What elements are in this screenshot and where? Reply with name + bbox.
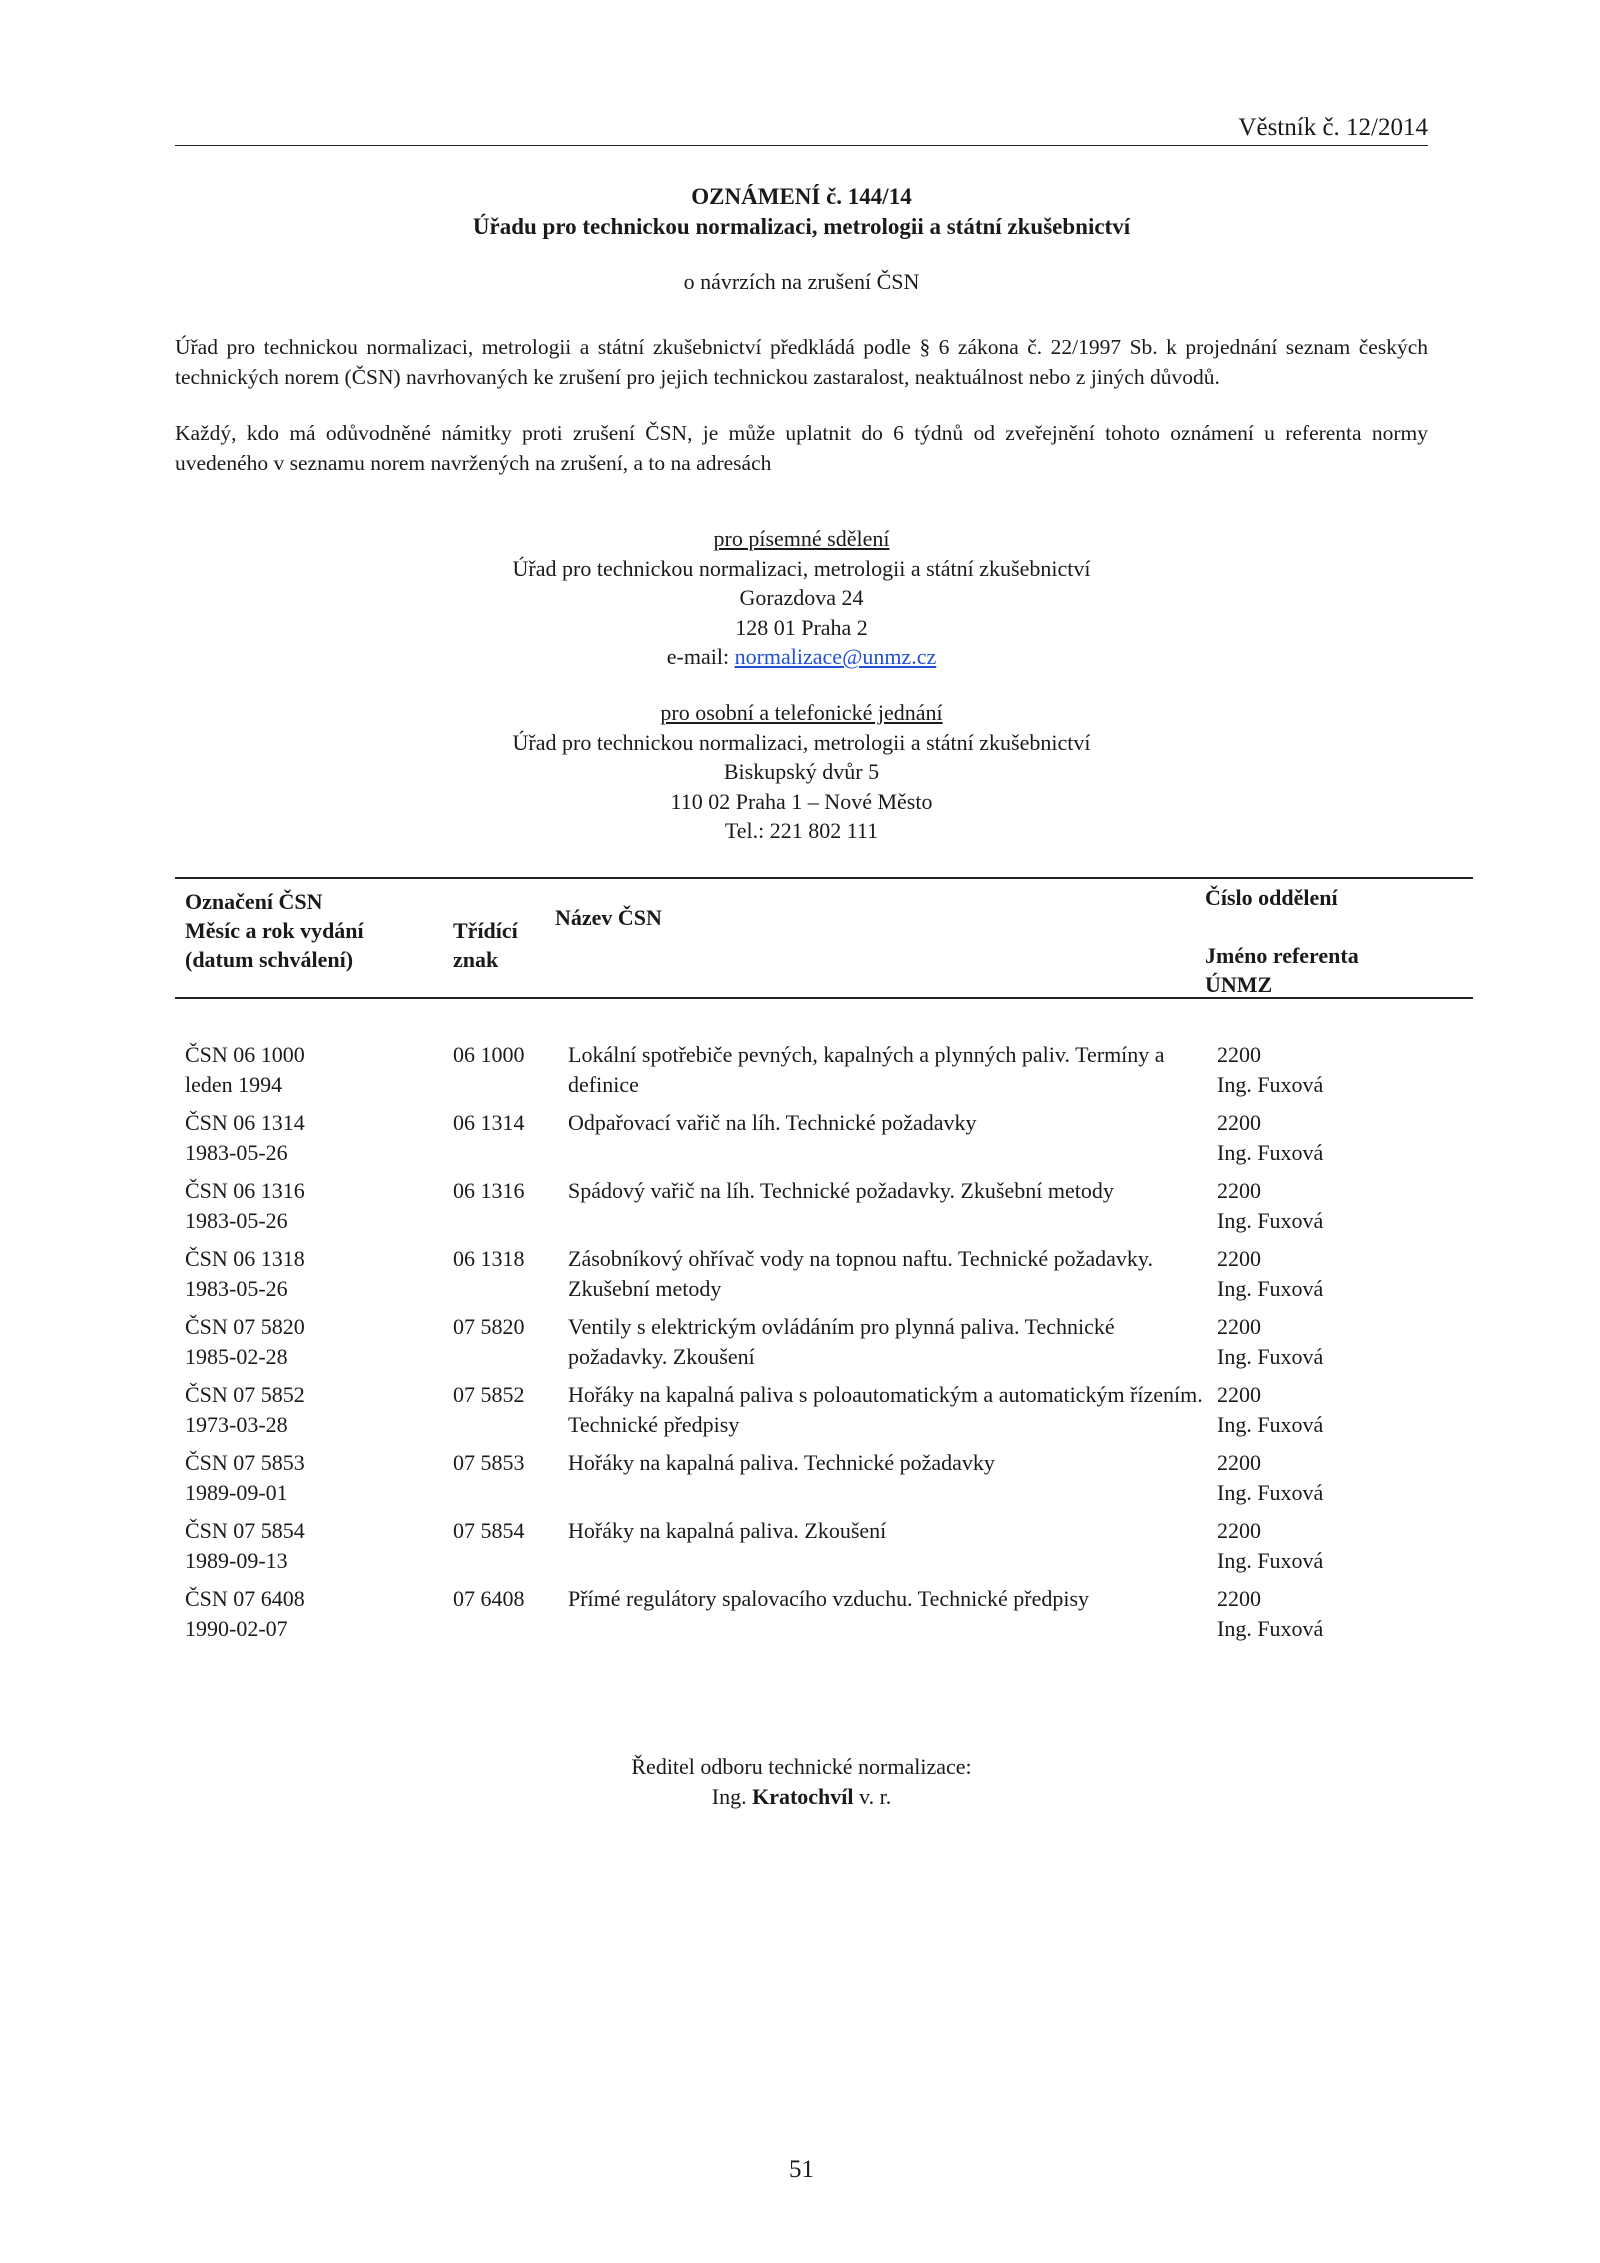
designation-cell [185,1244,445,1304]
name-cell: Přímé regulátory spalovacího vzduchu. Technické předpisy [568,1586,1090,1611]
issue-date: 1983-05-26 [185,1140,288,1165]
personal-contact-city: 110 02 Praha 1 – Nové Město [670,788,933,814]
code-cell: 07 6408 [453,1586,525,1611]
signatory-name [175,1782,1428,1812]
code-cell: 07 5854 [453,1518,525,1543]
name-cell: Odpařovací vařič na líh. Technické požadavky [568,1110,977,1135]
table-row [175,1244,1473,1312]
dept-cell [1217,1312,1467,1372]
table-row [175,1040,1473,1108]
dept-number: 2200 [1217,1110,1261,1135]
designation-cell [185,1108,445,1168]
dept-number: 2200 [1217,1178,1261,1203]
dept-number: 2200 [1217,1314,1261,1339]
table-row [175,1108,1473,1176]
referent-name: Ing. Fuxová [1217,1480,1324,1505]
header-name: Název ČSN [555,905,662,930]
designation: ČSN 07 6408 [185,1586,305,1611]
table-row [175,1448,1473,1516]
issue-date: 1985-02-28 [185,1344,288,1369]
code-cell: 07 5852 [453,1382,525,1407]
dept-cell [1217,1584,1467,1644]
designation-cell [185,1312,445,1372]
designation-cell [185,1448,445,1508]
designation: ČSN 07 5820 [185,1314,305,1339]
header-referent-2: ÚNMZ [1205,972,1273,997]
table-row [175,1176,1473,1244]
designation-cell [185,1176,445,1236]
issue-date: 1983-05-26 [185,1208,288,1233]
signatory-role: Ředitel odboru technické normalizace: [631,1754,972,1779]
referent-name: Ing. Fuxová [1217,1616,1324,1641]
header-dept: Číslo oddělení [1205,885,1338,910]
issue-date: 1973-03-28 [185,1412,288,1437]
personal-contact-block [175,698,1428,846]
objections-paragraph: Každý, kdo má odůvodněné námitky proti zrušení ČSN, je může uplatnit do 6 týdnů od zveřejnění tohoto oznámení u referenta normy uvedeného v seznamu norem navržených na zrušení, a to na adresách [175,421,1428,475]
personal-contact-heading: pro osobní a telefonické jednání [660,700,943,725]
page-number: 51 [789,2156,814,2183]
written-contact-heading: pro písemné sdělení [713,526,890,551]
header-referent-1: Jméno referenta [1205,943,1359,968]
code-cell: 06 1316 [453,1178,525,1203]
written-contact-email-line [175,642,1428,672]
referent-name: Ing. Fuxová [1217,1276,1324,1301]
designation-cell [185,1040,445,1100]
dept-cell [1217,1380,1467,1440]
referent-name: Ing. Fuxová [1217,1412,1324,1437]
dept-number: 2200 [1217,1382,1261,1407]
name-cell: Zásobníkový ohřívač vody na topnou naftu. Technické požadavky. Zkušební metody [568,1246,1153,1301]
issue-date: 1989-09-13 [185,1548,288,1573]
personal-contact-org: Úřad pro technickou normalizaci, metrologii a státní zkušebnictví [512,729,1091,755]
designation: ČSN 06 1314 [185,1110,305,1135]
signatory-prefix: Ing. [711,1784,753,1809]
issue-date: 1990-02-07 [185,1616,288,1641]
written-contact-block [175,524,1428,672]
header-code-col [453,916,518,974]
dept-cell [1217,1108,1467,1168]
header-designation-col [185,887,364,974]
table-row [175,1380,1473,1448]
dept-cell [1217,1176,1467,1236]
signatory-surname: Kratochvíl [752,1784,854,1809]
designation: ČSN 07 5852 [185,1382,305,1407]
dept-number: 2200 [1217,1246,1261,1271]
code-cell: 07 5853 [453,1450,525,1475]
referent-name: Ing. Fuxová [1217,1344,1324,1369]
signatory-suffix: v. r. [853,1784,892,1809]
code-cell: 06 1318 [453,1246,525,1271]
name-cell: Hořáky na kapalná paliva. Technické požadavky [568,1450,995,1475]
designation: ČSN 06 1318 [185,1246,305,1271]
designation: ČSN 07 5853 [185,1450,305,1475]
designation-cell [185,1516,445,1576]
dept-number: 2200 [1217,1586,1261,1611]
referent-name: Ing. Fuxová [1217,1548,1324,1573]
designation: ČSN 06 1000 [185,1042,305,1067]
email-link[interactable]: normalizace@unmz.cz [734,644,937,669]
written-contact-org: Úřad pro technickou normalizaci, metrologii a státní zkušebnictví [512,555,1091,581]
email-label: e-mail: [666,644,735,669]
personal-contact-street: Biskupský dvůr 5 [723,759,880,784]
dept-number: 2200 [1217,1518,1261,1543]
dept-cell [1217,1040,1467,1100]
header-approval: (datum schválení) [185,947,354,972]
personal-contact-phone: Tel.: 221 802 111 [724,818,879,843]
dept-cell [1217,1516,1467,1576]
table-header [175,877,1473,999]
header-code-1: Třídící [453,918,518,943]
issuing-office: Úřadu pro technickou normalizaci, metrologii a státní zkušebnictví [472,214,1131,239]
name-cell: Spádový vařič na líh. Technické požadavky. Zkušební metody [568,1178,1114,1203]
issue-date: 1989-09-01 [185,1480,288,1505]
table-row [175,1584,1473,1652]
referent-name: Ing. Fuxová [1217,1072,1324,1097]
name-cell: Hořáky na kapalná paliva s poloautomatickým a automatickým řízením. Technické předpisy [568,1382,1203,1437]
referent-name: Ing. Fuxová [1217,1140,1324,1165]
designation-cell [185,1584,445,1644]
designation-cell [185,1380,445,1440]
designation: ČSN 07 5854 [185,1518,305,1543]
code-cell: 06 1000 [453,1042,525,1067]
written-contact-street: Gorazdova 24 [739,585,864,610]
announcement-number: OZNÁMENÍ č. 144/14 [691,184,912,209]
announcement-subject: o návrzích na zrušení ČSN [683,269,920,294]
code-cell: 06 1314 [453,1110,525,1135]
table-body [175,1040,1473,1652]
header-issue: Měsíc a rok vydání [185,918,364,943]
name-cell: Hořáky na kapalná paliva. Zkoušení [568,1518,887,1543]
header-dept-col [1205,883,1359,999]
header-name-col [555,903,662,932]
issue-date: leden 1994 [185,1072,283,1097]
announcement-title [175,182,1428,297]
name-cell: Ventily s elektrickým ovládáním pro plynná paliva. Technické požadavky. Zkoušení [568,1314,1115,1369]
dept-number: 2200 [1217,1042,1261,1067]
dept-number: 2200 [1217,1450,1261,1475]
name-cell: Lokální spotřebiče pevných, kapalných a plynných paliv. Termíny a definice [568,1042,1165,1097]
page-header [175,113,1428,146]
journal-issue: Věstník č. 12/2014 [1238,114,1428,141]
table-row [175,1312,1473,1380]
code-cell: 07 5820 [453,1314,525,1339]
dept-cell [1217,1448,1467,1508]
header-designation: Označení ČSN [185,889,323,914]
signature-block [175,1752,1428,1812]
referent-name: Ing. Fuxová [1217,1208,1324,1233]
table-row [175,1516,1473,1584]
issue-date: 1983-05-26 [185,1276,288,1301]
header-code-2: znak [453,947,499,972]
dept-cell [1217,1244,1467,1304]
designation: ČSN 06 1316 [185,1178,305,1203]
intro-paragraph: Úřad pro technickou normalizaci, metrologii a státní zkušebnictví předkládá podle § 6 zákona č. 22/1997 Sb. k projednání seznam českých technických norem (ČSN) navrhovaných ke zrušení pro jejich technickou zastaralost, neaktuálnost nebo z jiných důvodů. [175,335,1428,389]
written-contact-city: 128 01 Praha 2 [735,614,868,640]
